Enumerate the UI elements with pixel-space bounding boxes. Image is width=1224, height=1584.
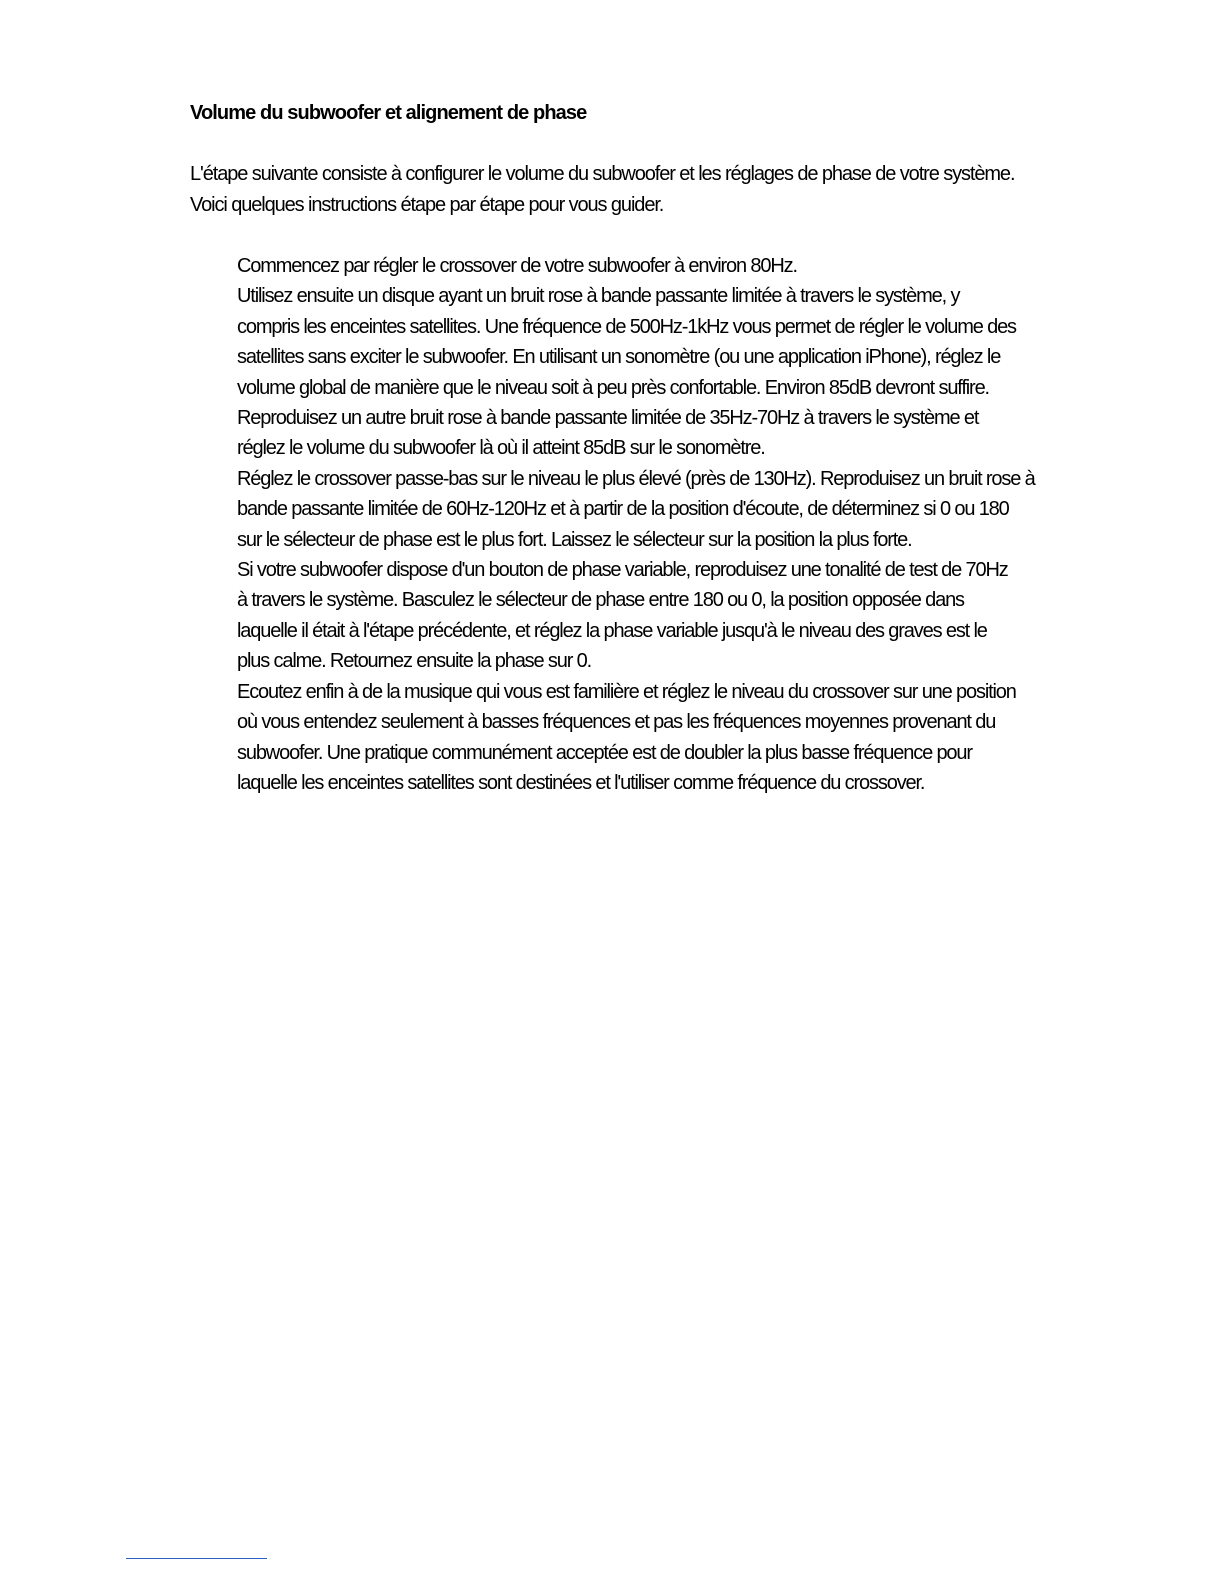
- step-line: Ecoutez enfin à de la musique qui vous est familière et réglez le niveau du crossover sur une position: [237, 680, 1016, 703]
- step-line: Utilisez ensuite un disque ayant un bruit rose à bande passante limitée à travers le système, y: [237, 285, 960, 308]
- step-item: [237, 251, 1037, 281]
- step-item: [237, 464, 1037, 555]
- footnote-separator: [126, 1558, 267, 1559]
- step-line: plus calme. Retournez ensuite la phase sur 0.: [237, 650, 592, 673]
- step-line: réglez le volume du subwoofer là où il atteint 85dB sur le sonomètre.: [237, 437, 765, 460]
- step-item: [237, 403, 1037, 464]
- section-title: Volume du subwoofer et alignement de phase: [190, 102, 587, 124]
- step-line: laquelle les enceintes satellites sont destinées et l'utiliser comme fréquence du crossover.: [237, 771, 925, 794]
- step-line: à travers le système. Basculez le sélecteur de phase entre 180 ou 0, la position opposée dans: [237, 589, 964, 612]
- step-line: Si votre subwoofer dispose d'un bouton de phase variable, reproduisez une tonalité de test de 70Hz: [237, 559, 1008, 582]
- step-item: [237, 677, 1037, 799]
- step-line: où vous entendez seulement à basses fréquences et pas les fréquences moyennes provenant du: [237, 711, 996, 734]
- step-line: Reproduisez un autre bruit rose à bande passante limitée de 35Hz-70Hz à travers le système et: [237, 407, 979, 430]
- step-line: sur le sélecteur de phase est le plus fort. Laissez le sélecteur sur la position la plus forte.: [237, 528, 912, 551]
- step-line: satellites sans exciter le subwoofer. En utilisant un sonomètre (ou une application iPhone), réglez le: [237, 346, 1001, 369]
- step-item: [237, 281, 1037, 403]
- intro-paragraph: [190, 159, 1050, 221]
- step-line: bande passante limitée de 60Hz-120Hz et à partir de la position d'écoute, de déterminez si 0 ou 180: [237, 498, 1009, 521]
- intro-line: L'étape suivante consiste à configurer le volume du subwoofer et les réglages de phase de votre système.: [190, 163, 1015, 185]
- step-line: Commencez par régler le crossover de votre subwoofer à environ 80Hz.: [237, 255, 797, 277]
- step-line: compris les enceintes satellites. Une fréquence de 500Hz-1kHz vous permet de régler le volume des: [237, 315, 1016, 338]
- step-item: [237, 555, 1037, 677]
- instruction-steps: [237, 251, 1037, 798]
- step-line: laquelle il était à l'étape précédente, et réglez la phase variable jusqu'à le niveau des graves est le: [237, 619, 987, 642]
- step-line: volume global de manière que le niveau soit à peu près confortable. Environ 85dB devront suffire.: [237, 376, 989, 399]
- intro-line: Voici quelques instructions étape par étape pour vous guider.: [190, 194, 664, 216]
- step-line: Réglez le crossover passe-bas sur le niveau le plus élevé (près de 130Hz). Reproduisez un bruit rose à: [237, 467, 1035, 490]
- step-line: subwoofer. Une pratique communément acceptée est de doubler la plus basse fréquence pour: [237, 741, 972, 764]
